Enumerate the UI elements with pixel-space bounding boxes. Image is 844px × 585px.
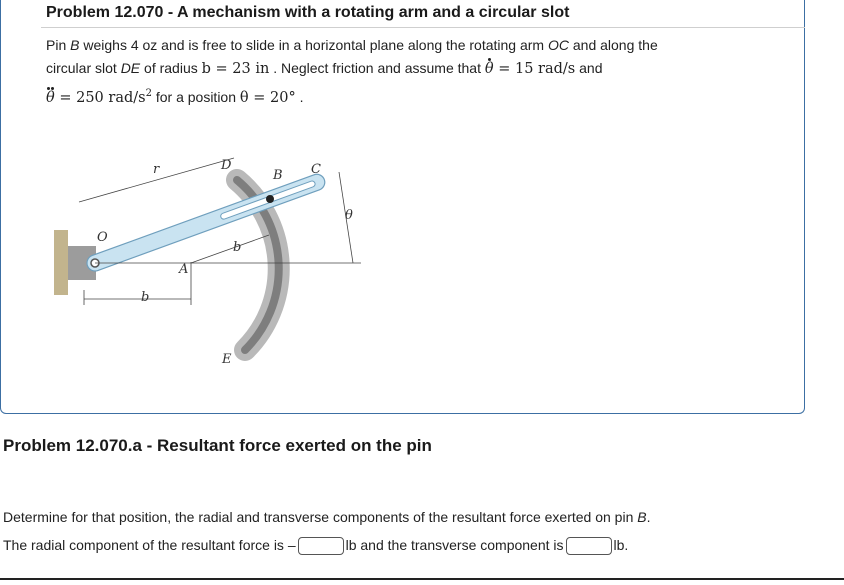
problem-title: Problem 12.070 - A mechanism with a rotating arm and a circular slot bbox=[46, 4, 570, 21]
wall-mount bbox=[54, 230, 68, 295]
radial-component-input[interactable] bbox=[298, 537, 344, 555]
label-b: B bbox=[273, 168, 283, 183]
mechanism-diagram bbox=[49, 150, 379, 380]
problem-statement-line-1: Pin B weighs 4 oz and is free to slide in a horizontal plane along the rotating arm OC and along the bbox=[46, 37, 658, 53]
theta-dot-symbol: θ bbox=[484, 61, 494, 77]
label-e: E bbox=[222, 352, 232, 367]
pin-b bbox=[266, 195, 274, 203]
label-b-radius: b bbox=[233, 240, 242, 255]
title-divider bbox=[41, 27, 805, 28]
label-b-bottom: b bbox=[141, 290, 150, 305]
label-r: r bbox=[153, 162, 160, 177]
mechanism-figure bbox=[49, 150, 379, 380]
label-o: O bbox=[97, 230, 108, 245]
problem-statement-line-2: circular slot DE of radius b = 23 in . Neglect friction and assume that θ = 15 rad/s and bbox=[46, 60, 603, 77]
part-a-answer-line: The radial component of the resultant force is – lb and the transverse component is lb. bbox=[3, 537, 628, 555]
label-theta: θ bbox=[345, 208, 353, 223]
part-a-title: Problem 12.070.a - Resultant force exerted on the pin bbox=[3, 436, 432, 455]
transverse-component-input[interactable] bbox=[566, 537, 612, 555]
theta-ddot-symbol: θ bbox=[46, 89, 55, 106]
label-d: D bbox=[221, 158, 232, 173]
part-a-question: Determine for that position, the radial and transverse components of the resultant force exerted on pin B. bbox=[3, 509, 651, 525]
label-a: A bbox=[179, 262, 189, 277]
bottom-divider bbox=[0, 578, 844, 580]
problem-statement-line-3: θ = 250 rad/$s^2$ for a position θ = 20° . bbox=[46, 88, 304, 106]
dim-line-b-inner bbox=[191, 235, 269, 263]
label-c: C bbox=[311, 162, 321, 177]
